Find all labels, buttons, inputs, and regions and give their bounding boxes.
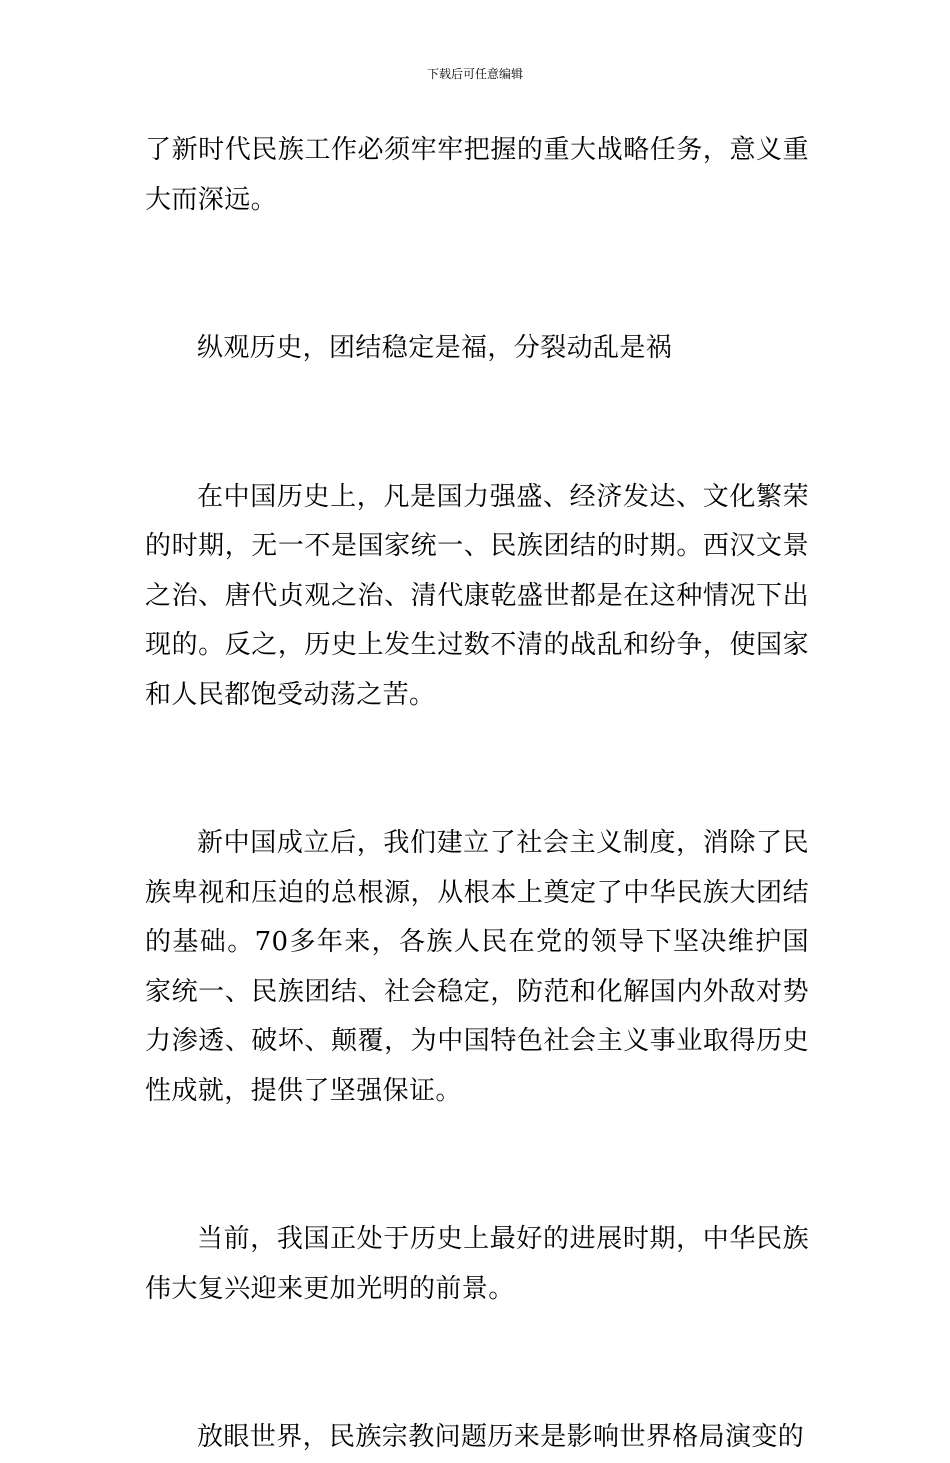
paragraph-gap bbox=[145, 374, 809, 473]
document-body bbox=[145, 126, 809, 1463]
paragraph-gap bbox=[145, 225, 809, 324]
paragraph-world: 放眼世界，民族宗教问题历来是影响世界格局演变的 bbox=[197, 1422, 805, 1452]
paragraph-gap bbox=[145, 1314, 809, 1413]
paragraph-gap bbox=[145, 720, 809, 819]
page-header: 下载后可任意编辑 bbox=[426, 67, 523, 81]
paragraph-continuation: 了新时代民族工作必须牢牢把握的重大战略任务，意义重大而深远。 bbox=[145, 135, 809, 215]
paragraph-gap bbox=[145, 1116, 809, 1215]
paragraph-history: 在中国历史上，凡是国力强盛、经济发达、文化繁荣的时期，无一不是国家统一、民族团结的时期。西汉文景之治、唐代贞观之治、清代康乾盛世都是在这种情况下出现的。反之，历史上发生过数不清的战乱和纷争，使国家和人民都饱受动荡之苦。 bbox=[145, 481, 809, 710]
paragraph-current: 当前，我国正处于历史上最好的进展时期，中华民族伟大复兴迎来更加光明的前景。 bbox=[145, 1224, 809, 1304]
section-heading: 纵观历史，团结稳定是福，分裂动乱是祸 bbox=[197, 333, 673, 363]
paragraph-new-china: 新中国成立后，我们建立了社会主义制度，消除了民族卑视和压迫的总根源，从根本上奠定了中华民族大团结的基础。70多年来，各族人民在党的领导下坚决维护国家统一、民族团结、社会稳定，防范和化解国内外敌对势力渗透、破坏、颠覆，为中国特色社会主义事业取得历史性成就，提供了坚强保证。 bbox=[145, 828, 809, 1106]
